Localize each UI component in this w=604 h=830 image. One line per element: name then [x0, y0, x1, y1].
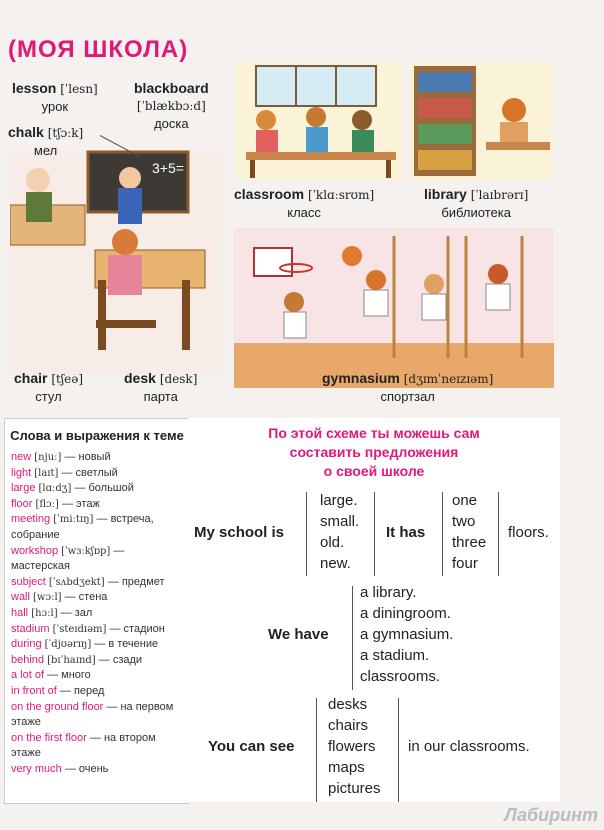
- vocabulary-translation: — стадион: [109, 622, 165, 635]
- object-item: flowers: [328, 738, 376, 755]
- vocabulary-translation: — сзади: [98, 653, 143, 666]
- vocabulary-translation: — стена: [64, 591, 108, 604]
- object-item: pictures: [328, 780, 381, 797]
- row3-items: [328, 694, 381, 799]
- vocabulary-transcription: [ˈsteɪdɪəm]: [52, 623, 107, 635]
- place-item: a stadium.: [360, 647, 430, 664]
- vocabulary-item: [11, 544, 185, 575]
- classroom-illustration: [10, 150, 222, 375]
- vocabulary-item: [11, 684, 185, 700]
- vocabulary-word: workshop: [11, 544, 59, 557]
- classroom-en: classroom: [234, 186, 305, 202]
- vocabulary-transcription: [lɑːdʒ]: [38, 483, 72, 495]
- vocabulary-item: [11, 481, 185, 497]
- row1-bracket-nums-left: [442, 492, 443, 576]
- adjective: small.: [320, 513, 360, 530]
- vocabulary-translation: — предмет: [107, 575, 165, 588]
- vocabulary-transcription: [laɪt]: [34, 467, 59, 479]
- vocabulary-item: [11, 762, 185, 778]
- vocabulary-item: [11, 466, 185, 482]
- vocabulary-item: [11, 497, 185, 513]
- vocabulary-translation: — мастерская: [11, 544, 125, 573]
- vocabulary-item: [11, 575, 185, 591]
- row2-items: [360, 582, 453, 687]
- vocabulary-word: light: [11, 466, 32, 479]
- vocabulary-item: [11, 731, 185, 762]
- row2-subject: We have: [268, 626, 329, 643]
- vocabulary-translation: — перед: [59, 684, 105, 697]
- place-item: a gymnasium.: [360, 626, 454, 643]
- number-word: four: [452, 555, 478, 572]
- vocabulary-word: hall: [11, 606, 29, 619]
- classroom-tr: [ˈklɑːsrʊm]: [307, 188, 375, 202]
- row1-adjectives: [320, 490, 359, 574]
- vocabulary-item: [11, 700, 185, 731]
- vocabulary-word: a lot of: [11, 669, 45, 682]
- gymnasium-tr: [dʒɪmˈneɪzɪəm]: [403, 372, 494, 386]
- vocabulary-word: floor: [11, 497, 33, 510]
- sentence-scheme-panel: [188, 418, 560, 802]
- object-item: desks: [328, 696, 368, 713]
- row1-numbers: [452, 490, 486, 574]
- place-item: a diningroom.: [360, 605, 451, 622]
- adjective: old.: [320, 534, 345, 551]
- vocabulary-item: [11, 653, 185, 669]
- blackboard-tr: [ˈblækbɔːd]: [136, 99, 206, 113]
- vocabulary-transcription: [hɔːl]: [31, 607, 58, 619]
- label-chair: [14, 370, 83, 405]
- vocabulary-transcription: [ˈwɜːkʃɒp]: [61, 545, 111, 557]
- vocabulary-transcription: [flɔː]: [35, 498, 59, 510]
- vocabulary-transcription: [bɪˈhaɪnd]: [47, 654, 96, 666]
- vocabulary-title: Слова и выражения к теме: [10, 428, 184, 443]
- vocabulary-transcription: [wɔːl]: [33, 592, 62, 604]
- vocabulary-item: [11, 622, 185, 638]
- vocabulary-word: new: [11, 451, 32, 463]
- row1-bracket-mid: [374, 492, 375, 576]
- row3-bracket-left: [316, 698, 317, 802]
- library-illustration: [410, 62, 552, 180]
- scheme-title-line: о своей школе: [323, 463, 425, 479]
- vocabulary-translation: — много: [47, 669, 91, 682]
- row1-subject: My school is: [194, 524, 285, 541]
- vocabulary-item: [11, 590, 185, 606]
- blackboard-en: blackboard: [134, 80, 209, 96]
- watermark-logo: Лабиринт: [504, 805, 598, 825]
- board-math-text: 3+5=: [152, 160, 184, 176]
- vocabulary-word: stadium: [11, 622, 50, 635]
- chalk-en: chalk: [8, 124, 44, 140]
- row1-bracket-left: [306, 492, 307, 576]
- place-item: a library.: [360, 584, 417, 601]
- blackboard-ru: доска: [154, 116, 189, 131]
- vocabulary-transcription: [ˈsʌbdʒekt]: [48, 576, 105, 588]
- label-desk: [124, 370, 197, 405]
- number-word: one: [452, 492, 478, 509]
- vocabulary-translation: — встреча, собрание: [11, 513, 154, 541]
- vocabulary-translation: — на первом этаже: [11, 700, 174, 729]
- lesson-en: lesson: [12, 80, 57, 96]
- row3-bracket-right: [398, 698, 399, 802]
- row3-subject: You can see: [208, 738, 295, 755]
- lesson-ru: урок: [41, 99, 69, 114]
- label-gymnasium: [322, 370, 493, 405]
- vocabulary-translation: — зал: [60, 606, 93, 619]
- number-word: two: [452, 513, 476, 530]
- vocabulary-translation: — очень: [64, 762, 109, 775]
- label-blackboard: [134, 80, 209, 132]
- chair-tr: [tʃeə]: [51, 372, 84, 386]
- scheme-title-line: составить предложения: [289, 444, 459, 460]
- library-en: library: [424, 186, 467, 202]
- desk-ru: парта: [143, 389, 178, 404]
- classroom-ru: класс: [287, 205, 321, 220]
- vocabulary-item: [11, 637, 185, 653]
- vocabulary-translation: — этаж: [61, 497, 100, 510]
- vocabulary-word: in front of: [11, 684, 57, 697]
- row3-tail: in our classrooms.: [408, 738, 530, 755]
- vocabulary-word: during: [11, 638, 42, 651]
- vocabulary-panel: [4, 418, 190, 804]
- vocabulary-word: behind: [11, 653, 45, 666]
- pupils-classroom-illustration: [236, 62, 402, 180]
- library-tr: [ˈlaɪbrərɪ]: [470, 188, 529, 202]
- row1-bracket-nums-right: [498, 492, 499, 576]
- vocabulary-translation: — большой: [74, 482, 134, 495]
- adjective: large.: [320, 492, 358, 509]
- vocabulary-word: wall: [11, 591, 30, 604]
- classroom-drawing: [10, 150, 222, 375]
- library-ru: библиотека: [441, 205, 511, 220]
- gymnasium-illustration: [234, 228, 554, 388]
- label-lesson: [12, 80, 98, 115]
- place-item: classrooms.: [360, 668, 441, 685]
- gymnasium-en: gymnasium: [322, 370, 400, 386]
- page-title: (МОЯ ШКОЛА): [8, 36, 189, 63]
- vocabulary-word: very much: [11, 762, 62, 775]
- vocabulary-item: [11, 512, 185, 543]
- vocabulary-item: [11, 668, 185, 684]
- desk-tr: [desk]: [159, 372, 198, 386]
- label-chalk: [8, 124, 83, 159]
- object-item: chairs: [328, 717, 369, 734]
- vocabulary-word: on the first floor: [11, 731, 87, 744]
- lesson-tr: [ˈlesn]: [60, 82, 98, 96]
- vocabulary-word: meeting: [11, 513, 51, 526]
- scheme-title-line: По этой схеме ты можешь сам: [268, 425, 480, 441]
- number-word: three: [452, 534, 487, 551]
- label-library: [424, 186, 528, 221]
- vocabulary-transcription: [ˈmiːtɪŋ]: [53, 514, 94, 526]
- chair-ru: стул: [35, 389, 62, 404]
- vocabulary-item: [11, 606, 185, 622]
- desk-en: desk: [124, 370, 156, 386]
- gymnasium-ru: спортзал: [380, 389, 435, 404]
- row2-bracket: [352, 586, 353, 690]
- library-drawing: [410, 62, 552, 180]
- object-item: maps: [328, 759, 365, 776]
- vocabulary-translation: — в течение: [94, 638, 159, 651]
- row1-verb: It has: [386, 524, 426, 541]
- adjective: new.: [320, 555, 351, 572]
- pupils-classroom-drawing: [236, 62, 402, 180]
- vocabulary-translation: — на втором этаже: [11, 731, 156, 760]
- vocabulary-word: on the ground floor: [11, 700, 104, 713]
- vocabulary-translation: — светлый: [61, 466, 118, 479]
- chair-en: chair: [14, 370, 48, 386]
- chalk-ru: мел: [33, 143, 58, 158]
- vocabulary-translation: — новый: [64, 451, 111, 463]
- chalk-tr: [tʃɔːk]: [47, 126, 84, 140]
- vocabulary-transcription: [njuː]: [34, 452, 62, 463]
- vocabulary-word: subject: [11, 575, 46, 588]
- vocabulary-transcription: [ˈdjʊərɪŋ]: [44, 639, 92, 651]
- label-classroom: [234, 186, 374, 221]
- gymnasium-drawing: [234, 228, 554, 388]
- vocabulary-word: large: [11, 482, 36, 495]
- row1-noun: floors.: [508, 524, 549, 541]
- scheme-title: [188, 424, 560, 481]
- vocabulary-item: [11, 450, 185, 466]
- vocabulary-list: [5, 450, 189, 777]
